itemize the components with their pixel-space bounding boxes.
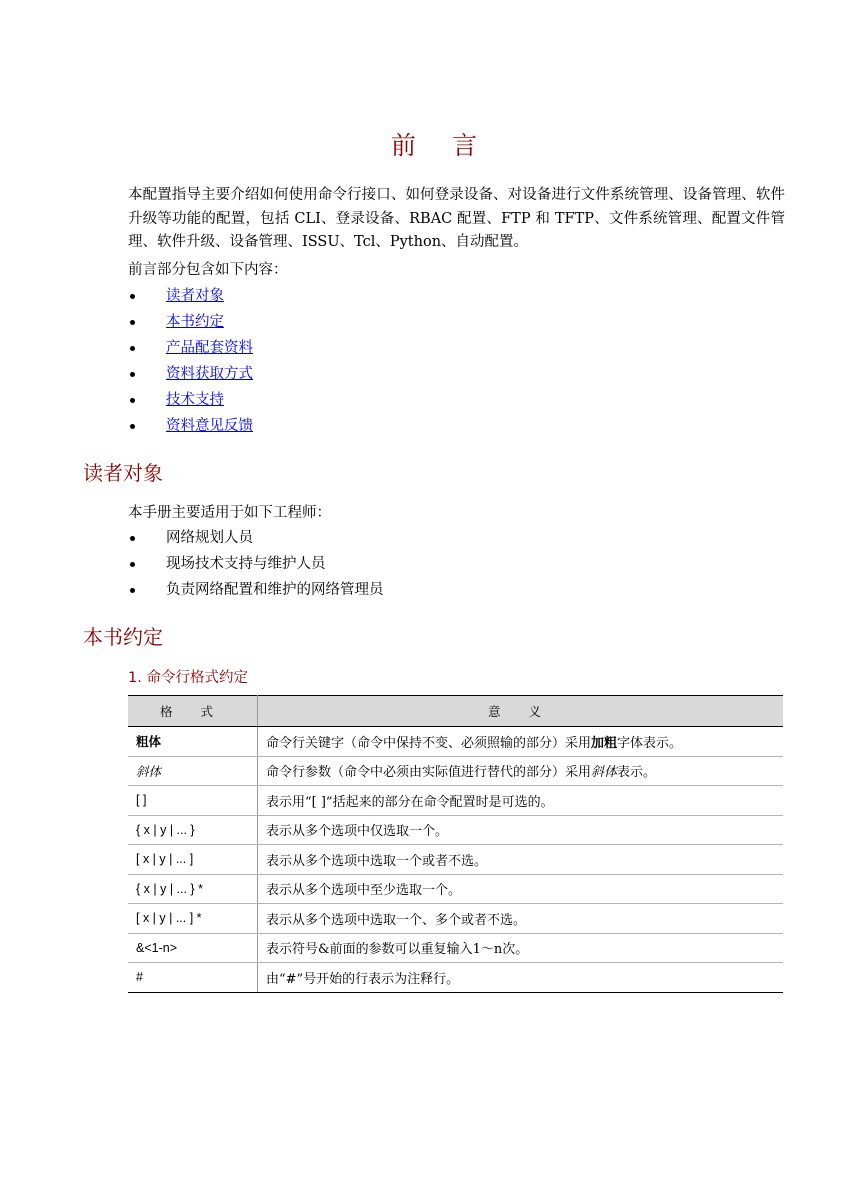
meaning-cell: [258, 727, 784, 757]
toc-link-support[interactable]: 技术支持: [166, 392, 224, 408]
meaning-cell: 表示从多个选项中仅选取一个。: [258, 815, 784, 845]
readers-list: [128, 525, 384, 603]
format-cell: 斜体: [128, 756, 258, 786]
bullet-icon: [130, 346, 135, 351]
table-row: [128, 845, 783, 875]
toc-item[interactable]: [128, 387, 253, 413]
table-row: [128, 963, 783, 993]
format-cell: [ ]: [128, 786, 258, 816]
table-row: [128, 756, 783, 786]
toc-item[interactable]: [128, 361, 253, 387]
format-cell: { x | y | ... } *: [128, 874, 258, 904]
list-item: [128, 577, 384, 603]
format-cell: [ x | y | ... ]: [128, 845, 258, 875]
toc-link-feedback[interactable]: 资料意见反馈: [166, 418, 253, 434]
list-item: [128, 551, 384, 577]
format-cell: #: [128, 963, 258, 993]
table-row: [128, 727, 783, 757]
intro-contents-label: 前言部分包含如下内容：: [128, 262, 288, 278]
readers-intro: 本手册主要适用于如下工程师：: [128, 505, 331, 521]
meaning-text: 命令行参数（命令中必须由实际值进行替代的部分）采用: [266, 765, 592, 781]
meaning-cell: 表示从多个选项中选取一个、多个或者不选。: [258, 904, 784, 934]
format-cell: [ x | y | ... ] *: [128, 904, 258, 934]
bullet-icon: [130, 372, 135, 377]
meaning-cell: 表示从多个选项中选取一个或者不选。: [258, 845, 784, 875]
cli-format-table: [128, 695, 783, 993]
toc-item[interactable]: [128, 283, 253, 309]
list-item: [128, 525, 384, 551]
intro-paragraph: 本配置指导主要介绍如何使用命令行接口、如何登录设备、对设备进行文件系统管理、设备管理、软件升级等功能的配置，包括 CLI、登录设备、RBAC 配置、FTP 和 TFTP、文件系统管理、配置文件管理、软件升级、设备管理、ISSU、Tcl、Python、自动配置。: [128, 187, 785, 250]
toc-list: [128, 283, 253, 439]
toc-item[interactable]: [128, 309, 253, 335]
toc-item[interactable]: [128, 413, 253, 439]
bullet-icon: [130, 536, 135, 541]
meaning-emphasis: 加粗: [591, 735, 618, 751]
table-row: [128, 815, 783, 845]
table-row: [128, 786, 783, 816]
format-cell: 粗体: [128, 727, 258, 757]
format-cell: { x | y | ... }: [128, 815, 258, 845]
format-cell: &<1-n>: [128, 933, 258, 963]
section-heading-readers: 读者对象: [83, 461, 163, 485]
bullet-icon: [130, 424, 135, 429]
meaning-text: 字体表示。: [617, 735, 683, 751]
bullet-icon: [130, 588, 135, 593]
subsection-heading-cli-format: 1. 命令行格式约定: [128, 670, 248, 686]
table-row: [128, 874, 783, 904]
meaning-cell: [258, 756, 784, 786]
toc-item[interactable]: [128, 335, 253, 361]
meaning-cell: 表示用“[ ]”括起来的部分在命令配置时是可选的。: [258, 786, 784, 816]
meaning-cell: 表示从多个选项中至少选取一个。: [258, 874, 784, 904]
table-row: [128, 933, 783, 963]
meaning-cell: 表示符号&前面的参数可以重复输入1～n次。: [258, 933, 784, 963]
meaning-emphasis: 斜体: [591, 765, 618, 781]
meaning-text: 表示。: [617, 765, 657, 781]
list-item-text: 现场技术支持与维护人员: [166, 556, 326, 572]
bullet-icon: [130, 294, 135, 299]
toc-link-conventions[interactable]: 本书约定: [166, 314, 224, 330]
column-header-meaning: 意 义: [258, 696, 784, 727]
list-item-text: 网络规划人员: [166, 530, 253, 546]
column-header-format: 格 式: [128, 696, 258, 727]
bullet-icon: [130, 398, 135, 403]
toc-link-documentation[interactable]: 产品配套资料: [166, 340, 253, 356]
bullet-icon: [130, 562, 135, 567]
section-heading-conventions: 本书约定: [83, 625, 163, 649]
list-item-text: 负责网络配置和维护的网络管理员: [166, 582, 384, 598]
table-row: [128, 904, 783, 934]
meaning-text: 命令行关键字（命令中保持不变、必须照输的部分）采用: [266, 735, 592, 751]
toc-link-readers[interactable]: 读者对象: [166, 288, 224, 304]
meaning-cell: 由“#”号开始的行表示为注释行。: [258, 963, 784, 993]
toc-link-obtain[interactable]: 资料获取方式: [166, 366, 253, 382]
bullet-icon: [130, 320, 135, 325]
page-title: 前 言: [391, 131, 491, 160]
table-header-row: [128, 696, 783, 727]
